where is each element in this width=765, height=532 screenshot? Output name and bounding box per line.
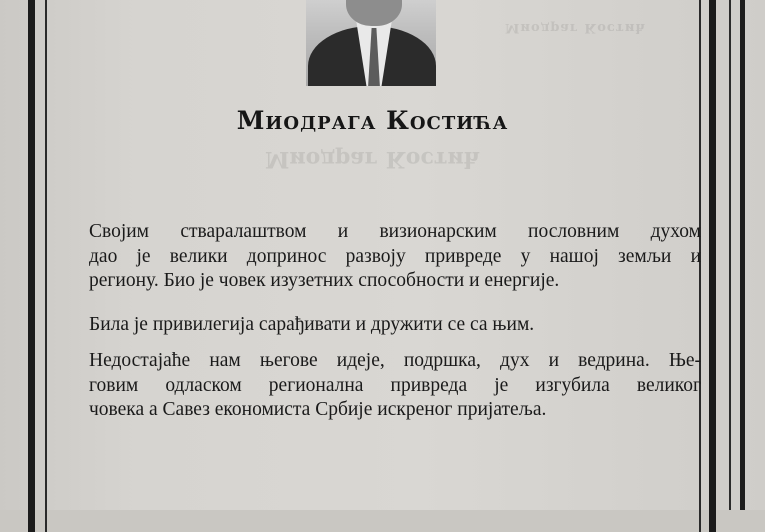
text-line: говим одласком регионална привреда је изгубила великог	[89, 374, 701, 396]
paragraph-1	[89, 220, 701, 294]
text-line: дао је велики допринос развоју привреде у нашој земљи и	[89, 245, 701, 267]
bleed-through-text: Миодраг Костић	[505, 20, 646, 35]
text-line: човека а Савез економиста Србије искреног пријатеља.	[89, 399, 547, 420]
text-line: региону. Био је човек изузетних способности и енергије.	[89, 270, 560, 291]
text-line: Својим стваралаштвом и визионарским пословним духом	[89, 221, 701, 242]
bleed-through-text: Миодраг Костић	[265, 146, 480, 172]
deceased-name: Миодрага Костића	[236, 106, 509, 135]
text-line: Била је привилегија сарађивати и дружити се са њим.	[89, 314, 535, 335]
paragraph-2	[89, 313, 701, 338]
adjacent-border-line	[740, 0, 745, 510]
adjacent-border-line-thin	[729, 0, 731, 510]
paragraph-3	[89, 349, 701, 423]
text-line: Недостајаће нам његове идеје, подршка, дух и ведрина. Ње-	[89, 350, 701, 371]
photo-head	[346, 0, 402, 26]
portrait-photo	[306, 0, 436, 86]
